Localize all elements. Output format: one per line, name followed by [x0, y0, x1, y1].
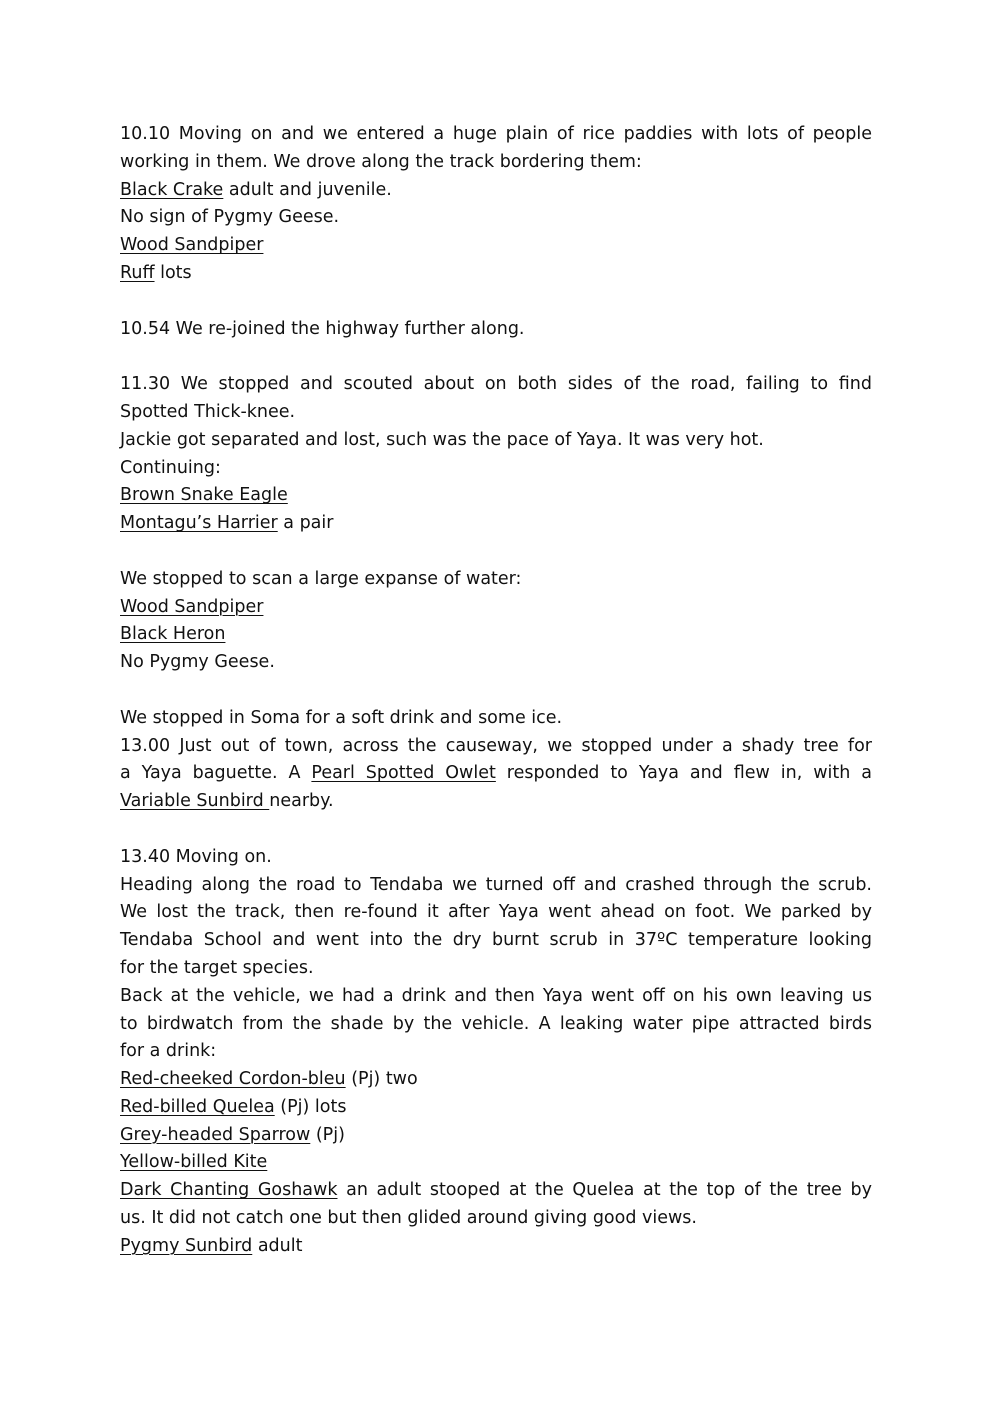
text-line	[120, 1233, 872, 1261]
species-name: Pearl Spotted Owlet	[311, 763, 496, 784]
species-name: Red-cheeked Cordon-bleu	[120, 1069, 346, 1090]
line-text: (Pj) lots	[274, 1096, 347, 1117]
line-text: responded to Yaya and flew in, with a	[495, 763, 873, 784]
species-name: Grey-headed Sparrow	[120, 1124, 311, 1145]
text-line	[120, 1011, 872, 1039]
text-line	[120, 1177, 872, 1205]
line-text: for the target species.	[120, 957, 314, 978]
text-line	[120, 1122, 872, 1150]
text-line	[120, 121, 872, 149]
text-line	[120, 899, 872, 927]
line-text: (Pj) two	[345, 1069, 418, 1090]
text-line	[120, 927, 872, 955]
line-text: Heading along the road to Tendaba we turned off and crashed through the scrub.	[120, 874, 872, 895]
line-text: working in them. We drove along the track bordering them:	[120, 151, 642, 172]
line-text: We stopped in Soma for a soft drink and some ice.	[120, 707, 563, 728]
line-text: 10.10 Moving on and we entered a huge plain of rice paddies with lots of people	[120, 124, 872, 144]
line-text: 11.30 We stopped and scouted about on both sides of the road, failing to find	[120, 374, 872, 395]
text-line	[120, 788, 872, 816]
text-line	[120, 177, 872, 205]
paragraph-gap	[120, 816, 872, 844]
species-name: Yellow-billed Kite	[120, 1152, 268, 1173]
species-name: Wood Sandpiper	[120, 596, 264, 617]
text-line	[120, 872, 872, 900]
paragraph-gap	[120, 288, 872, 316]
text-line	[120, 649, 872, 677]
line-text: an adult stooped at the Quelea at the top of the tree by	[337, 1180, 872, 1201]
species-name: Ruff	[120, 262, 155, 283]
text-line	[120, 1205, 872, 1233]
text-line	[120, 482, 872, 510]
line-text: Tendaba School and went into the dry burnt scrub in 37ºC temperature looking	[120, 930, 872, 951]
line-text: for a drink:	[120, 1041, 217, 1062]
text-line	[120, 955, 872, 983]
text-line	[120, 733, 872, 761]
species-name: Red-billed Quelea	[120, 1096, 275, 1117]
text-line	[120, 594, 872, 622]
line-text: 13.00 Just out of town, across the causeway, we stopped under a shady tree for	[120, 735, 872, 756]
paragraph-gap	[120, 538, 872, 566]
line-text: No sign of Pygmy Geese.	[120, 207, 340, 228]
species-name: Pygmy Sunbird	[120, 1235, 253, 1256]
text-line	[120, 1066, 872, 1094]
paragraph-gap	[120, 343, 872, 371]
species-name: Dark Chanting Goshawk	[120, 1180, 338, 1201]
text-line	[120, 1094, 872, 1122]
species-name: Variable Sunbird	[120, 791, 270, 812]
line-text: We stopped to scan a large expanse of water:	[120, 568, 522, 589]
line-text: Back at the vehicle, we had a drink and then Yaya went off on his own leaving us	[120, 985, 872, 1006]
species-name: Brown Snake Eagle	[120, 485, 288, 506]
line-text: lots	[154, 262, 192, 283]
species-name: Black Crake	[120, 179, 224, 200]
text-line	[120, 204, 872, 232]
text-line	[120, 455, 872, 483]
text-line	[120, 260, 872, 288]
species-name: Black Heron	[120, 624, 226, 645]
line-text: (Pj)	[310, 1124, 345, 1145]
line-text: to birdwatch from the shade by the vehicle. A leaking water pipe attracted birds	[120, 1013, 872, 1034]
text-line	[120, 371, 872, 399]
text-line	[120, 1038, 872, 1066]
document-page	[120, 121, 872, 1261]
line-text: 13.40 Moving on.	[120, 846, 272, 867]
text-line	[120, 316, 872, 344]
text-line	[120, 1149, 872, 1177]
line-text: a Yaya baguette. A	[120, 763, 312, 784]
line-text: We lost the track, then re-found it after Yaya went ahead on foot. We parked by	[120, 902, 872, 923]
species-name: Wood Sandpiper	[120, 235, 264, 256]
text-line	[120, 760, 872, 788]
text-line	[120, 427, 872, 455]
text-line	[120, 149, 872, 177]
line-text: Spotted Thick-knee.	[120, 401, 296, 422]
text-line	[120, 232, 872, 260]
line-text: 10.54 We re-joined the highway further along.	[120, 318, 525, 339]
line-text: a pair	[277, 513, 334, 534]
line-text: us. It did not catch one but then glided around giving good views.	[120, 1208, 697, 1229]
text-line	[120, 705, 872, 733]
line-text: adult and juvenile.	[223, 179, 392, 200]
line-text: nearby.	[269, 791, 334, 812]
paragraph-gap	[120, 677, 872, 705]
text-line	[120, 844, 872, 872]
line-text: Continuing:	[120, 457, 221, 478]
text-line	[120, 510, 872, 538]
line-text: No Pygmy Geese.	[120, 652, 275, 673]
text-line	[120, 621, 872, 649]
line-text: Jackie got separated and lost, such was the pace of Yaya. It was very hot.	[120, 429, 764, 450]
line-text: adult	[252, 1235, 303, 1256]
text-line	[120, 983, 872, 1011]
text-line	[120, 399, 872, 427]
text-line	[120, 566, 872, 594]
species-name: Montagu’s Harrier	[120, 513, 278, 534]
